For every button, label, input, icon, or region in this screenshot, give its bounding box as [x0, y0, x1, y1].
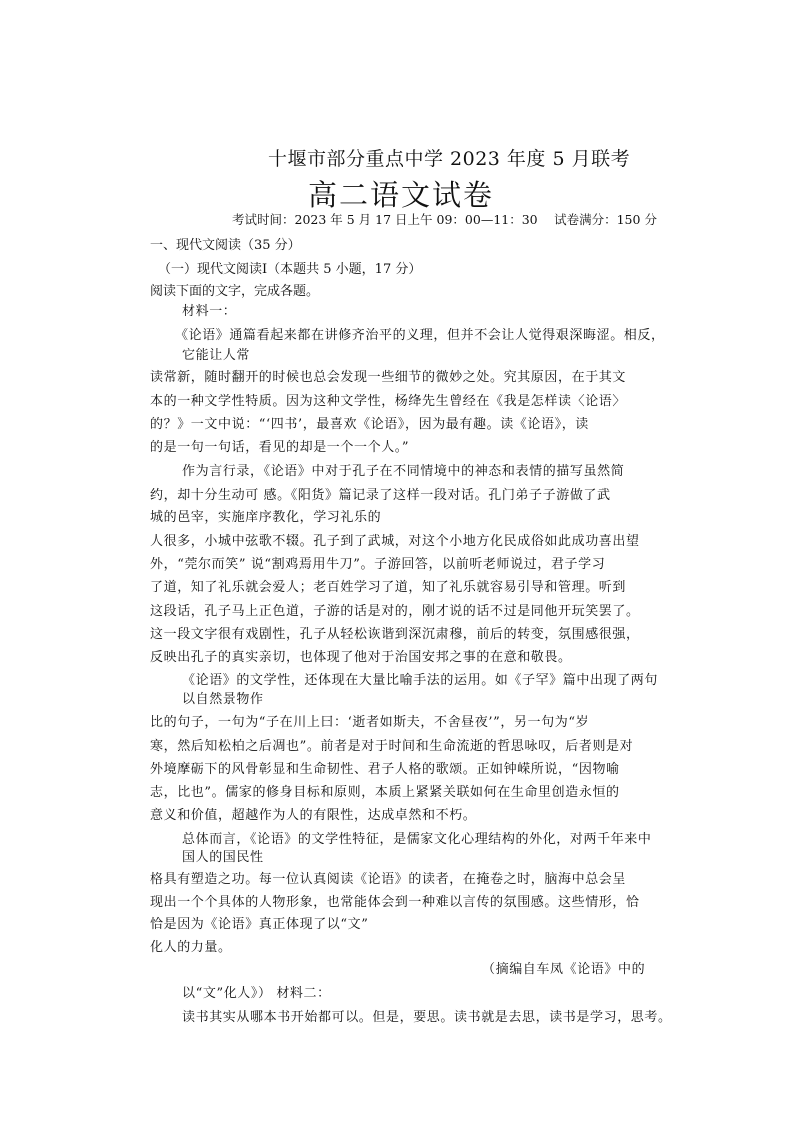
body-line: 这段话，孔子马上正色道，子游的话是对的，刚才说的话不过是同他开玩笑罢了。 [150, 604, 640, 619]
exam-info: 考试时间：2023 年 5 月 17 日上午 09：00—11：30 试卷满分：150 分 [232, 212, 657, 227]
body-line: 《论语》的文学性，还体现在大量比喻手法的运用。如《子罕》篇中出现了两句 [182, 673, 659, 688]
body-line: 作为言行录，《论语》中对于孔子在不同情境中的神态和表情的描写虽然简 [182, 464, 625, 479]
exam-subject-title: 高二语文试卷 [308, 178, 495, 212]
subsection-heading: （一）现代文阅读Ⅰ（本题共 5 小题，17 分） [158, 262, 422, 277]
body-line: 本的一种文学性特质。因为这种文学性，杨绛先生曾经在《我是怎样读〈论语〉 [150, 394, 627, 409]
body-line: 比的句子，一句为“子在川上曰：‘逝者如斯夫，不舍昼夜’”，另一句为“岁 [150, 715, 590, 730]
body-line: 外，“莞尔而笑” 说“割鸡焉用牛刀”。子游回答，以前听老师说过，君子学习 [150, 557, 606, 572]
section-heading: 一、现代文阅读（35 分） [150, 238, 301, 253]
body-line: 寒，然后知松柏之后凋也”。前者是对于时间和生命流逝的哲思咏叹，后者则是对 [150, 739, 634, 754]
body-line: 恰是因为《论语》真正体现了以“文” [150, 917, 369, 932]
body-line: 读书其实从哪本书开始都可以。但是，要思。读书就是去思，读书是学习，思考。 [182, 1010, 672, 1025]
body-line: 化人的力量。 [150, 940, 232, 955]
exam-title: 十堰市部分重点中学 2023 年度 5 月联考 [268, 148, 631, 170]
body-line: 反映出孔子的真实亲切，也体现了他对于治国安邦之事的在意和敬畏。 [150, 650, 572, 665]
body-line: 现出一个个具体的人物形象，也常能体会到一种难以言传的氛围感。这些情形，恰 [150, 895, 640, 910]
body-line: 志，比也”。儒家的修身目标和原则，本质上紧紧关联如何在生命里创造永恒的 [150, 785, 620, 800]
body-line: 外境摩砺下的风骨彰显和生命韧性、君子人格的歌颂。正如钟嵘所说，“因物喻 [150, 762, 620, 777]
body-line: 以自然景物作 [182, 692, 264, 707]
body-line: 城的邑宰，实施庠序教化，学习礼乐的 [150, 510, 382, 525]
body-line: 总体而言，《论语》的文学性特征，是儒家文化心理结构的外化，对两千年来中 [182, 832, 652, 847]
body-line: 了道，知了礼乐就会爱人；老百姓学习了道，知了礼乐就容易引导和管理。听到 [150, 580, 627, 595]
body-line: 约，却十分生动可 感。《阳货》篇记录了这样一段对话。孔门弟子子游做了武 [150, 488, 611, 503]
body-line: 的？》一文中说：“‘四书’，最喜欢《论语》，因为最有趣。读《论语》，读 [150, 417, 589, 432]
body-line: 国人的国民性 [182, 850, 264, 865]
body-line: 《论语》通篇看起来都在讲修齐治平的义理，但并不会让人觉得艰深晦涩。相反， [175, 328, 665, 343]
body-line: 这一段文字很有戏剧性，孔子从轻松诙谐到深沉肃穆，前后的转变，氛围感很强， [150, 627, 640, 642]
body-line: 的是一句一句话，看见的却是一个一个人。” [150, 440, 410, 455]
source-citation: （摘编自车凤《论语》中的 [482, 962, 646, 977]
body-line: 人很多，小城中弦歌不辍。孔子到了武城，对这个小地方化民成俗如此成功喜出望 [150, 534, 640, 549]
body-line: 读常新，随时翻开的时候也总会发现一些细节的微妙之处。究其原因，在于其文 [150, 370, 627, 385]
body-line: 以“文”化人》） 材料二： [182, 986, 331, 1001]
instruction: 阅读下面的文字，完成各题。 [150, 284, 320, 299]
body-line: 意义和价值，超越作为人的有限性，达成卓然和不朽。 [150, 808, 477, 823]
body-line: 格具有塑造之功。每一位认真阅读《论语》的读者，在掩卷之时，脑海中总会呈 [150, 872, 627, 887]
material-label: 材料一： [182, 304, 237, 319]
body-line: 它能让人常 [182, 348, 251, 363]
